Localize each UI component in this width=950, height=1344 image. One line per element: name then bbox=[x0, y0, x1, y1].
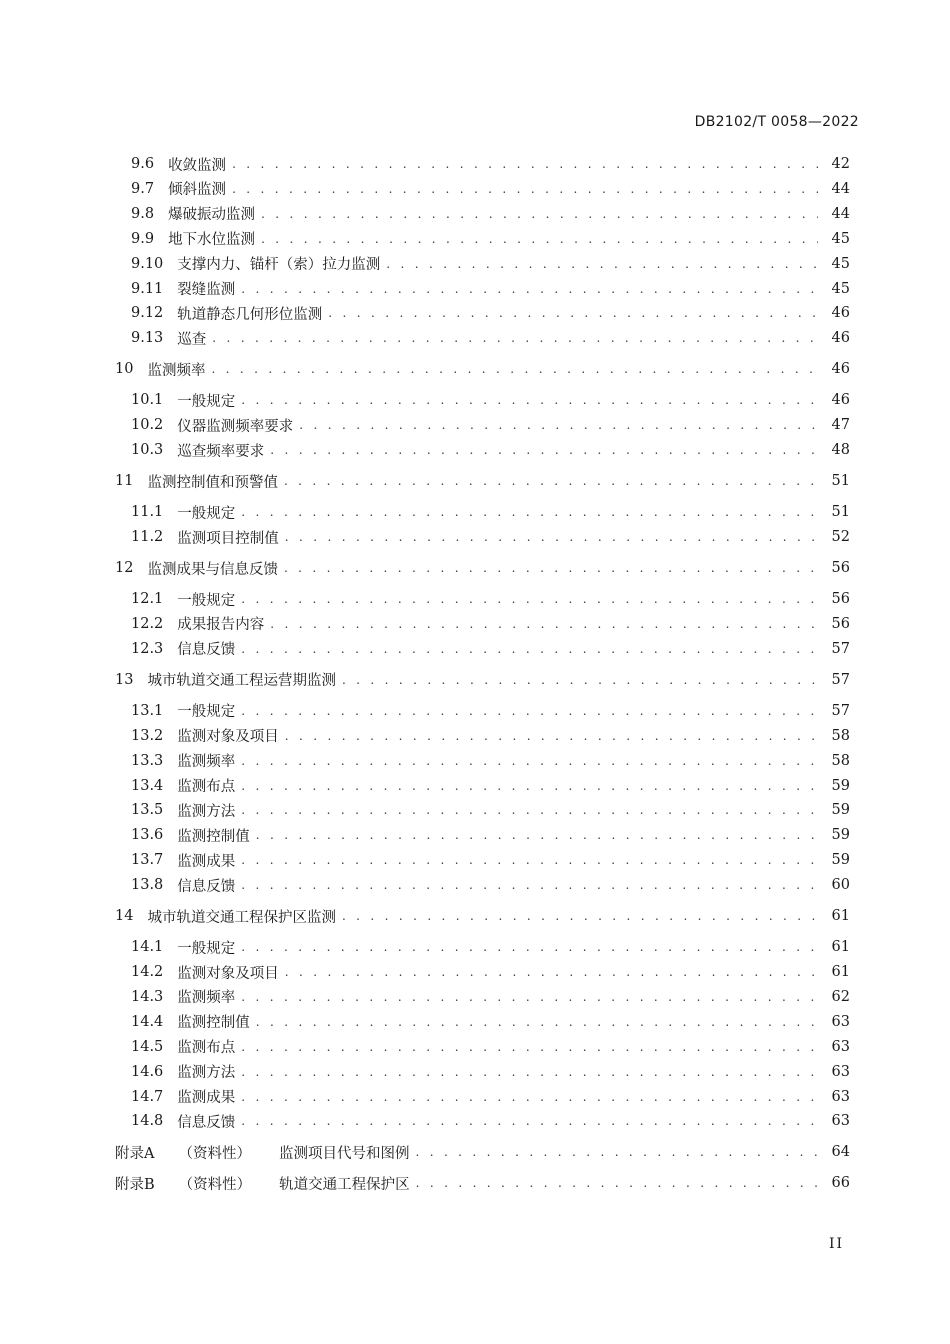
toc-entry-page: 60 bbox=[831, 877, 850, 894]
toc-section-entry[interactable] bbox=[0, 1085, 850, 1109]
dot-leader bbox=[284, 469, 818, 493]
dot-leader bbox=[261, 202, 818, 226]
toc-entry-number: 11 bbox=[115, 473, 134, 490]
toc-entry-page: 44 bbox=[831, 180, 850, 197]
toc-entry-title: 一般规定 bbox=[177, 704, 236, 721]
toc-entry-title: （资料性） bbox=[178, 1145, 251, 1162]
dot-leader bbox=[342, 668, 818, 692]
toc-entry-page: 63 bbox=[831, 1113, 850, 1130]
toc-entry-number: 附录A bbox=[115, 1145, 155, 1162]
toc-entry-number: 9.9 bbox=[131, 230, 155, 247]
toc-entry-title: 监测对象及项目 bbox=[177, 965, 279, 982]
toc-entry-page: 58 bbox=[831, 752, 850, 769]
toc-entry-subtitle: 监测项目代号和图例 bbox=[278, 1145, 410, 1162]
toc-entry-title: 巡查频率要求 bbox=[177, 443, 265, 460]
toc-entry-title: 监测控制值 bbox=[177, 1015, 250, 1032]
dot-leader bbox=[270, 612, 818, 636]
toc-entry-title: 监测控制值 bbox=[177, 828, 250, 845]
toc-entry-number: 14.7 bbox=[131, 1088, 164, 1105]
toc-entry-number: 13 bbox=[115, 671, 134, 688]
toc-entry-title: 监测成果与信息反馈 bbox=[147, 561, 278, 578]
dot-leader bbox=[285, 724, 818, 748]
toc-entry-page: 61 bbox=[831, 939, 850, 956]
toc-section-entry[interactable] bbox=[0, 873, 850, 897]
toc-section-entry[interactable] bbox=[0, 438, 850, 462]
toc-entry-title: 监测布点 bbox=[177, 1040, 236, 1057]
toc-entry-number: 13.2 bbox=[131, 727, 164, 744]
toc-entry-page: 42 bbox=[831, 156, 850, 172]
dot-leader bbox=[241, 774, 818, 798]
toc-section-entry[interactable] bbox=[0, 960, 850, 984]
toc-entry-number: 12.3 bbox=[131, 640, 164, 657]
page-number: II bbox=[828, 1236, 844, 1252]
toc-entry-page: 46 bbox=[831, 392, 850, 409]
toc-appendix-entry[interactable] bbox=[0, 1171, 850, 1195]
toc-entry-number: 10.3 bbox=[131, 442, 164, 459]
dot-leader bbox=[416, 1171, 818, 1195]
toc-entry-page: 61 bbox=[831, 908, 850, 925]
dot-leader bbox=[232, 177, 818, 201]
dot-leader bbox=[256, 1010, 818, 1034]
toc-entry-number: 9.13 bbox=[131, 330, 164, 347]
toc-entry-number: 13.1 bbox=[131, 702, 164, 719]
toc-section-entry[interactable] bbox=[0, 1010, 850, 1034]
dot-leader bbox=[241, 985, 818, 1009]
toc-entry-page: 59 bbox=[831, 777, 850, 794]
toc-entry-page: 61 bbox=[831, 964, 850, 980]
toc-entry-title: 一般规定 bbox=[177, 940, 236, 957]
toc-section-entry[interactable] bbox=[0, 1109, 850, 1133]
toc-entry-page: 63 bbox=[831, 1088, 850, 1105]
toc-chapter-entry[interactable] bbox=[0, 668, 850, 692]
toc-entry-title: 一般规定 bbox=[177, 393, 236, 410]
dot-leader bbox=[285, 960, 818, 984]
dot-leader bbox=[241, 749, 818, 773]
toc-entry-page: 63 bbox=[831, 1013, 850, 1030]
toc-section-entry[interactable] bbox=[0, 749, 850, 773]
toc-chapter-entry[interactable] bbox=[0, 357, 850, 381]
dot-leader bbox=[211, 357, 818, 381]
toc-section-entry[interactable] bbox=[0, 823, 850, 847]
toc-entry-title: 仪器监测频率要求 bbox=[177, 418, 294, 435]
toc-section-entry[interactable] bbox=[0, 202, 850, 226]
document-code: DB2102/T 0058—2022 bbox=[694, 114, 859, 130]
toc-section-entry[interactable] bbox=[0, 301, 850, 325]
toc-entry-title: 倾斜监测 bbox=[168, 182, 227, 199]
toc-entry-number: 14.2 bbox=[131, 964, 164, 980]
toc-entry-page: 52 bbox=[831, 529, 850, 545]
toc-entry-title: 收敛监测 bbox=[168, 157, 227, 174]
toc-entry-number: 11.1 bbox=[131, 504, 164, 521]
toc-entry-subtitle: 轨道交通工程保护区 bbox=[279, 1176, 410, 1193]
toc-section-entry[interactable] bbox=[0, 525, 850, 549]
dot-leader bbox=[241, 798, 818, 822]
dot-leader bbox=[241, 1060, 818, 1084]
toc-entry-page: 51 bbox=[831, 504, 850, 521]
toc-entry-title: 监测成果 bbox=[177, 853, 236, 870]
toc-entry-page: 46 bbox=[831, 330, 850, 347]
toc-section-entry[interactable] bbox=[0, 798, 850, 822]
toc-entry-title: 监测方法 bbox=[177, 1065, 236, 1082]
toc-entry-number: 12.1 bbox=[131, 591, 164, 607]
dot-leader bbox=[299, 413, 818, 437]
toc-chapter-entry[interactable] bbox=[0, 469, 850, 493]
toc-section-entry[interactable] bbox=[0, 177, 850, 201]
toc-section-entry[interactable] bbox=[0, 699, 850, 723]
toc-entry-title: 支撑内力、锚杆（索）拉力监测 bbox=[177, 257, 381, 274]
dot-leader bbox=[241, 500, 818, 524]
toc-entry-title: 监测项目控制值 bbox=[177, 530, 279, 547]
toc-entry-page: 46 bbox=[831, 305, 850, 322]
toc-entry-title: 监测方法 bbox=[177, 803, 236, 820]
toc-entry-page: 44 bbox=[831, 205, 850, 222]
toc-chapter-entry[interactable] bbox=[0, 556, 850, 580]
toc-entry-number: 9.8 bbox=[131, 205, 155, 222]
toc-section-entry[interactable] bbox=[0, 388, 850, 412]
toc-entry-page: 62 bbox=[831, 988, 850, 1005]
toc-section-entry[interactable] bbox=[0, 724, 850, 748]
toc-section-entry[interactable] bbox=[0, 985, 850, 1009]
toc-entry-page: 64 bbox=[831, 1144, 850, 1161]
toc-entry-page: 45 bbox=[831, 280, 850, 297]
dot-leader bbox=[261, 227, 818, 251]
toc-entry-page: 59 bbox=[831, 852, 850, 869]
toc-entry-number: 10 bbox=[115, 361, 134, 378]
dot-leader bbox=[342, 904, 818, 928]
toc-entry-number: 10.1 bbox=[131, 392, 164, 409]
toc-entry-page: 45 bbox=[831, 230, 850, 247]
toc-entry-number: 13.6 bbox=[131, 827, 164, 844]
dot-leader bbox=[212, 326, 818, 350]
dot-leader bbox=[241, 388, 818, 412]
toc-section-entry[interactable] bbox=[0, 252, 850, 276]
toc-entry-page: 59 bbox=[831, 802, 850, 819]
dot-leader bbox=[241, 1109, 818, 1133]
toc-section-entry[interactable] bbox=[0, 637, 850, 661]
toc-entry-title: （资料性） bbox=[178, 1176, 252, 1193]
toc-entry-title: 裂缝监测 bbox=[177, 282, 236, 298]
dot-leader bbox=[232, 152, 818, 176]
dot-leader bbox=[241, 637, 818, 661]
toc-entry-number: 14.5 bbox=[131, 1038, 164, 1055]
toc-entry-title: 信息反馈 bbox=[177, 1114, 236, 1131]
toc-entry-number: 13.5 bbox=[131, 802, 164, 819]
toc-section-entry[interactable] bbox=[0, 1060, 850, 1084]
dot-leader bbox=[386, 252, 818, 276]
toc-entry-title: 信息反馈 bbox=[177, 878, 236, 895]
dot-leader bbox=[241, 935, 818, 959]
toc-entry-number: 13.8 bbox=[131, 877, 164, 894]
toc-entry-page: 63 bbox=[831, 1063, 850, 1080]
toc-section-entry[interactable] bbox=[0, 277, 850, 301]
toc-entry-page: 63 bbox=[831, 1038, 850, 1055]
toc-entry-number: 14.3 bbox=[131, 988, 164, 1005]
toc-entry-number: 9.10 bbox=[131, 255, 164, 272]
toc-entry-number: 附录B bbox=[115, 1176, 155, 1193]
toc-entry-number: 9.7 bbox=[131, 180, 155, 197]
toc-entry-number: 14.6 bbox=[131, 1063, 164, 1080]
toc-entry-page: 58 bbox=[831, 727, 850, 744]
toc-entry-number: 13.3 bbox=[131, 752, 164, 769]
toc-entry-number: 9.12 bbox=[131, 305, 164, 322]
toc-entry-number: 9.11 bbox=[131, 280, 164, 297]
toc-section-entry[interactable] bbox=[0, 848, 850, 872]
toc-section-entry[interactable] bbox=[0, 774, 850, 798]
toc-section-entry[interactable] bbox=[0, 227, 850, 251]
toc-entry-title: 巡查 bbox=[177, 331, 207, 348]
toc-entry-number: 13.7 bbox=[131, 852, 164, 869]
dot-leader bbox=[256, 823, 818, 847]
toc-section-entry[interactable] bbox=[0, 500, 850, 524]
toc-section-entry[interactable] bbox=[0, 413, 850, 437]
toc-entry-page: 51 bbox=[831, 473, 850, 490]
dot-leader bbox=[415, 1140, 818, 1164]
toc-entry-page: 57 bbox=[831, 671, 850, 688]
dot-leader bbox=[270, 438, 818, 462]
dot-leader bbox=[241, 587, 818, 611]
toc-entry-number: 11.2 bbox=[131, 529, 164, 545]
dot-leader bbox=[241, 873, 818, 897]
toc-entry-number: 14 bbox=[115, 908, 134, 925]
toc-chapter-entry[interactable] bbox=[0, 904, 850, 928]
toc-section-entry[interactable] bbox=[0, 935, 850, 959]
toc-entry-page: 56 bbox=[831, 560, 850, 576]
toc-entry-title: 一般规定 bbox=[177, 592, 236, 609]
dot-leader bbox=[285, 525, 818, 549]
toc-entry-title: 监测成果 bbox=[177, 1090, 236, 1106]
toc-entry-number: 9.6 bbox=[131, 156, 155, 172]
toc-entry-title: 轨道静态几何形位监测 bbox=[177, 306, 323, 323]
toc-entry-page: 59 bbox=[831, 827, 850, 844]
dot-leader bbox=[328, 301, 818, 325]
dot-leader bbox=[241, 1085, 818, 1109]
toc-entry-number: 10.2 bbox=[131, 417, 164, 434]
toc-entry-title: 地下水位监测 bbox=[168, 232, 256, 249]
toc-entry-title: 监测布点 bbox=[177, 779, 236, 795]
toc-entry-page: 47 bbox=[831, 417, 850, 434]
toc-entry-title: 爆破振动监测 bbox=[168, 207, 256, 224]
toc-entry-number: 13.4 bbox=[131, 777, 164, 794]
toc-entry-number: 14.8 bbox=[131, 1113, 164, 1130]
toc-entry-title: 成果报告内容 bbox=[177, 617, 265, 634]
toc-entry-page: 56 bbox=[831, 615, 850, 632]
toc-entry-title: 监测控制值和预警值 bbox=[147, 474, 278, 491]
toc-entry-page: 57 bbox=[831, 702, 850, 719]
toc-section-entry[interactable] bbox=[0, 612, 850, 636]
toc-entry-page: 56 bbox=[831, 591, 850, 607]
toc-entry-page: 57 bbox=[831, 640, 850, 657]
toc-entry-page: 46 bbox=[831, 361, 850, 378]
toc-entry-number: 12.2 bbox=[131, 615, 164, 632]
toc-entry-number: 12 bbox=[115, 560, 134, 576]
dot-leader bbox=[241, 277, 818, 301]
toc-entry-number: 14.4 bbox=[131, 1013, 164, 1030]
toc-entry-title: 监测频率 bbox=[177, 990, 236, 1007]
toc-section-entry[interactable] bbox=[0, 1035, 850, 1059]
toc-section-entry[interactable] bbox=[0, 152, 850, 176]
toc-entry-number: 14.1 bbox=[131, 939, 164, 956]
toc-entry-page: 45 bbox=[831, 255, 850, 272]
toc-entry-title: 监测对象及项目 bbox=[177, 729, 279, 746]
dot-leader bbox=[241, 848, 818, 872]
toc-entry-title: 监测频率 bbox=[177, 754, 236, 771]
toc-section-entry[interactable] bbox=[0, 587, 850, 611]
toc-appendix-entry[interactable] bbox=[0, 1140, 850, 1164]
toc-section-entry[interactable] bbox=[0, 326, 850, 350]
toc-entry-title: 监测频率 bbox=[147, 362, 206, 379]
toc-entry-title: 一般规定 bbox=[177, 505, 236, 522]
toc-entry-title: 城市轨道交通工程保护区监测 bbox=[147, 909, 336, 926]
dot-leader bbox=[241, 699, 818, 723]
toc-entry-title: 城市轨道交通工程运营期监测 bbox=[147, 673, 336, 690]
dot-leader bbox=[284, 556, 818, 580]
toc-entry-page: 48 bbox=[831, 442, 850, 459]
toc-entry-page: 66 bbox=[831, 1175, 850, 1192]
dot-leader bbox=[241, 1035, 818, 1059]
toc-entry-title: 信息反馈 bbox=[177, 642, 236, 659]
